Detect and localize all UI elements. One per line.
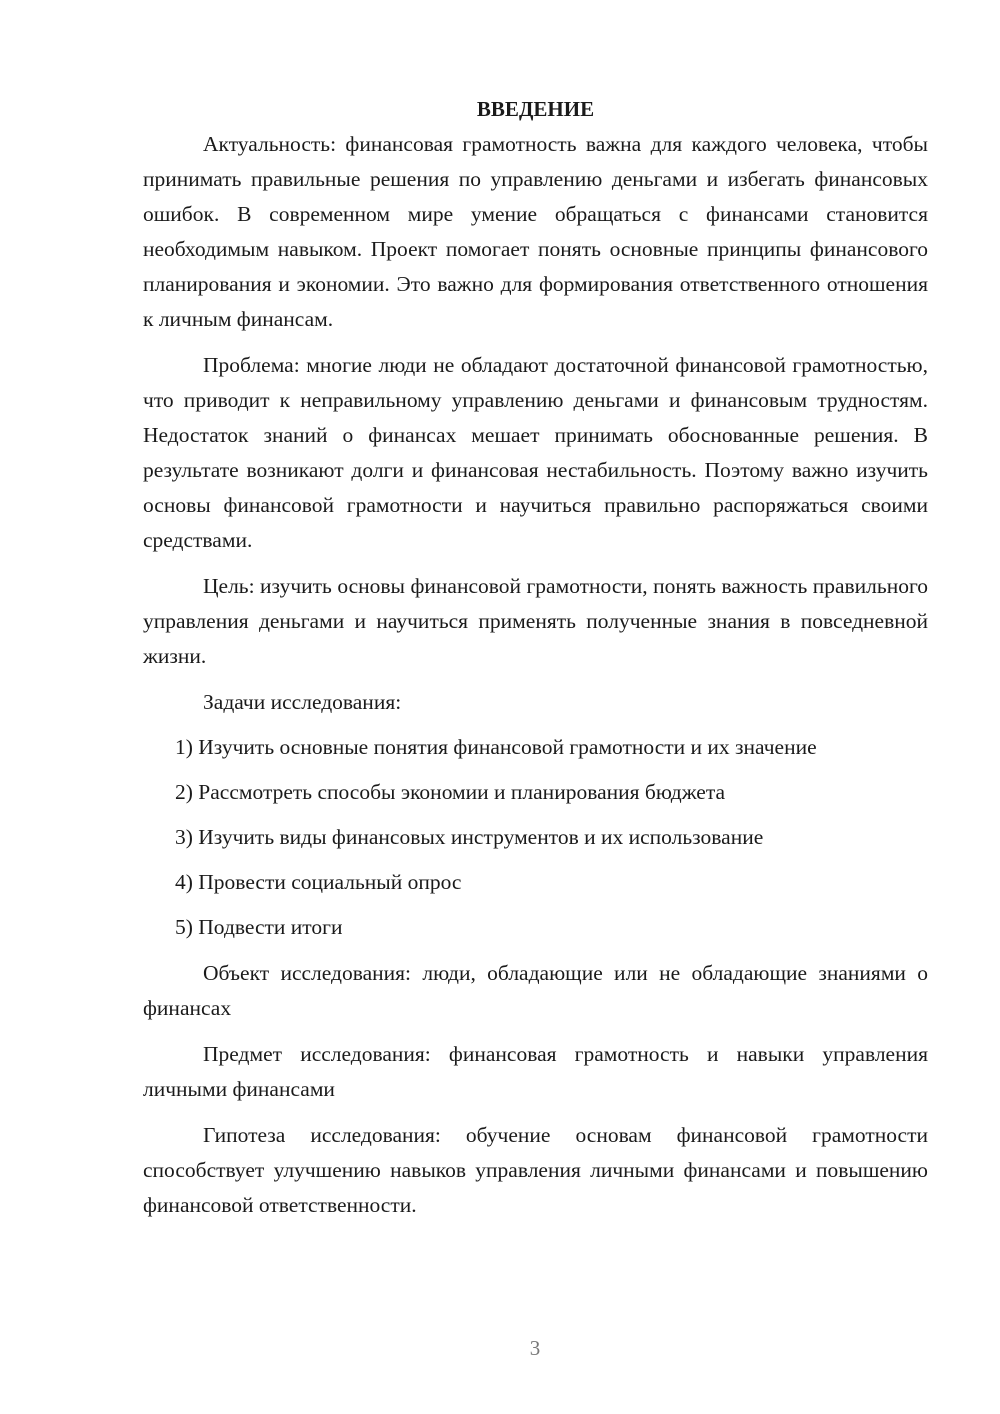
task-item-2: 2) Рассмотреть способы экономии и планирования бюджета: [175, 780, 726, 804]
problem-paragraph: Проблема: многие люди не обладают достаточной финансовой грамотностью, что приводит к неправильному управлению деньгами и финансовым трудностям. Недостаток знаний о финансах мешает принимать обоснованные решения. В результате возникают долги и финансовая нестабильность. Поэтому важно изучить основы финансовой грамотности и научиться правильно распоряжаться своими средствами.: [143, 353, 928, 552]
task-item-1: 1) Изучить основные понятия финансовой грамотности и их значение: [175, 735, 817, 759]
document-page: [143, 92, 928, 1223]
object-paragraph: Объект исследования: люди, обладающие или не обладающие знаниями о финансах: [143, 961, 928, 1020]
hypothesis-paragraph: Гипотеза исследования: обучение основам финансовой грамотности способствует улучшению навыков управления личными финансами и повышению финансовой ответственности.: [143, 1123, 928, 1217]
task-item-3: 3) Изучить виды финансовых инструментов и их использование: [175, 825, 764, 849]
section-heading: ВВЕДЕНИЕ: [476, 97, 595, 121]
page-number: 3: [529, 1336, 541, 1360]
task-item-4: 4) Провести социальный опрос: [175, 870, 462, 894]
task-list: [143, 730, 928, 945]
subject-paragraph: Предмет исследования: финансовая грамотность и навыки управления личными финансами: [143, 1042, 928, 1101]
goal-paragraph: Цель: изучить основы финансовой грамотности, понять важность правильного управления деньгами и научиться применять полученные знания в повседневной жизни.: [143, 574, 928, 668]
tasks-title: Задачи исследования:: [203, 690, 402, 714]
task-item-5: 5) Подвести итоги: [175, 915, 343, 939]
relevance-paragraph: Актуальность: финансовая грамотность важна для каждого человека, чтобы принимать правильные решения по управлению деньгами и избегать финансовых ошибок. В современном мире умение обращаться с финансами становится необходимым навыком. Проект помогает понять основные принципы финансового планирования и экономии. Это важно для формирования ответственного отношения к личным финансам.: [143, 132, 928, 331]
